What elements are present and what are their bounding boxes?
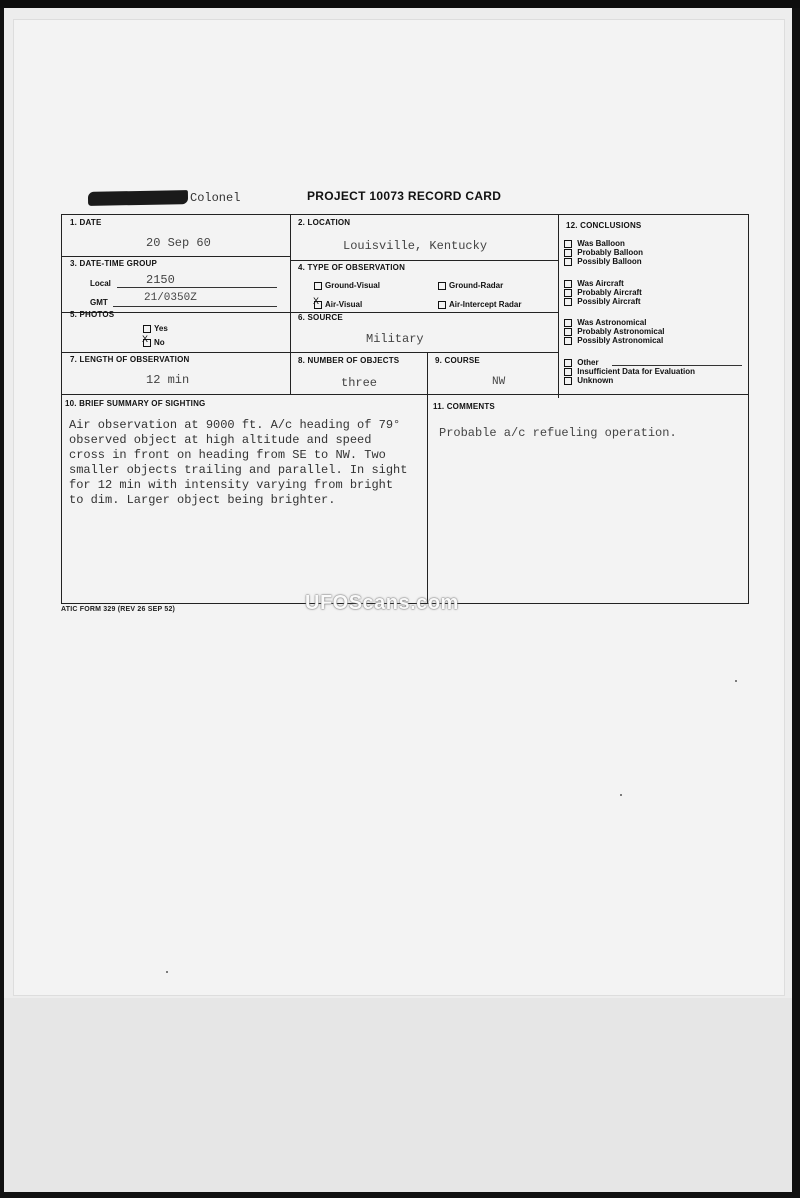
checkbox-icon	[564, 249, 572, 257]
conclusion-item	[564, 367, 695, 376]
photos-yes	[143, 324, 168, 333]
objects-label: 8. NUMBER OF OBJECTS	[298, 356, 400, 365]
scan-speck	[166, 971, 168, 973]
summary-line: observed object at high altitude and speed	[69, 433, 372, 447]
conclusion-text: Insufficient Data for Evaluation	[577, 367, 696, 376]
local-value: 2150	[146, 273, 175, 287]
divider	[61, 394, 749, 395]
type-air-visual-text: Air-Visual	[325, 300, 363, 309]
type-air-intercept	[438, 300, 521, 309]
conclusions-group-astronomical	[564, 318, 665, 345]
source-label: 6. SOURCE	[298, 313, 343, 322]
type-label: 4. TYPE OF OBSERVATION	[298, 263, 406, 272]
summary-line: cross in front on heading from SE to NW. Two	[69, 448, 386, 462]
checkbox-icon	[564, 377, 572, 385]
checkbox-icon	[564, 289, 572, 297]
summary-label: 10. BRIEF SUMMARY OF SIGHTING	[65, 399, 206, 408]
date-value: 20 Sep 60	[146, 236, 211, 250]
divider	[61, 352, 558, 353]
type-air-visual	[313, 296, 363, 309]
divider	[558, 214, 559, 398]
redaction-mark	[88, 190, 188, 206]
conclusion-text: Unknown	[577, 376, 614, 385]
scan-speck	[620, 794, 622, 796]
checkbox-icon	[564, 319, 572, 327]
course-label: 9. COURSE	[435, 356, 480, 365]
conclusion-item	[564, 327, 665, 336]
conclusion-text: Probably Balloon	[577, 248, 644, 257]
length-value: 12 min	[146, 373, 190, 387]
gmt-label: GMT	[90, 298, 108, 307]
dtg-label: 3. DATE-TIME GROUP	[70, 259, 158, 268]
conclusions-group-aircraft	[564, 279, 642, 306]
checkbox-icon	[564, 280, 572, 288]
conclusion-item	[564, 239, 643, 248]
scan-speck	[735, 680, 737, 682]
checkbox-icon	[314, 282, 322, 290]
divider	[61, 256, 290, 257]
conclusion-item	[564, 376, 695, 385]
local-underline	[117, 287, 277, 288]
conclusion-text: Was Astronomical	[577, 318, 647, 327]
conclusion-text: Was Aircraft	[577, 279, 624, 288]
conclusion-item	[564, 336, 665, 345]
conclusion-text: Was Balloon	[577, 239, 625, 248]
checkbox-icon	[564, 337, 572, 345]
checkbox-icon	[564, 359, 572, 367]
conclusion-text: Probably Astronomical	[577, 327, 665, 336]
date-label: 1. DATE	[70, 218, 102, 227]
conclusion-text: Possibly Aircraft	[577, 297, 641, 306]
divider	[290, 214, 291, 394]
location-label: 2. LOCATION	[298, 218, 351, 227]
length-label: 7. LENGTH OF OBSERVATION	[70, 355, 190, 364]
form-identifier: ATIC FORM 329 (REV 26 SEP 52)	[61, 606, 176, 613]
conclusions-label: 12. CONCLUSIONS	[566, 221, 642, 230]
conclusions-group-balloon	[564, 239, 643, 266]
conclusion-item	[564, 297, 642, 306]
checkbox-icon	[564, 258, 572, 266]
conclusion-item	[564, 279, 642, 288]
type-air-intercept-text: Air-Intercept Radar	[449, 300, 522, 309]
summary-text	[69, 418, 429, 508]
checkbox-icon	[564, 298, 572, 306]
checkbox-icon	[143, 325, 151, 333]
photos-label: 5. PHOTOS	[70, 310, 115, 319]
rank-text: Colonel	[190, 191, 241, 205]
watermark: UFOScans.com	[305, 592, 459, 614]
checkbox-checked-icon: X	[314, 301, 322, 309]
card-title: PROJECT 10073 RECORD CARD	[307, 189, 502, 203]
location-value: Louisville, Kentucky	[343, 239, 488, 253]
conclusion-text: Possibly Balloon	[577, 257, 642, 266]
type-ground-visual-text: Ground-Visual	[325, 281, 380, 290]
scan-top-border	[0, 0, 800, 8]
type-ground-visual	[314, 281, 380, 290]
summary-line: to dim. Larger object being brighter.	[69, 493, 336, 507]
type-ground-radar	[438, 281, 503, 290]
other-underline	[612, 365, 742, 366]
checkbox-checked-icon: X	[143, 339, 151, 347]
photos-yes-text: Yes	[154, 324, 168, 333]
course-value: NW	[492, 376, 506, 388]
local-label: Local	[90, 279, 111, 288]
checkbox-icon	[438, 282, 446, 290]
gmt-value: 21/0350Z	[144, 292, 197, 304]
source-value: Military	[366, 332, 424, 346]
summary-line: smaller objects trailing and parallel. In sight	[69, 463, 408, 477]
summary-line: Air observation at 9000 ft. A/c heading of 79°	[69, 418, 401, 432]
checkbox-icon	[564, 240, 572, 248]
gmt-underline	[113, 306, 277, 307]
photos-no-text: No	[154, 338, 165, 347]
summary-line: for 12 min with intensity varying from bright	[69, 478, 394, 492]
conclusion-item	[564, 257, 643, 266]
conclusions-group-other	[564, 358, 695, 385]
photos-no	[142, 334, 165, 347]
conclusion-text: Other	[577, 358, 599, 367]
comments-value: Probable a/c refueling operation.	[439, 426, 677, 440]
conclusion-item	[564, 288, 642, 297]
conclusion-text: Probably Aircraft	[577, 288, 642, 297]
conclusion-text: Possibly Astronomical	[577, 336, 664, 345]
checkbox-icon	[564, 328, 572, 336]
checkbox-icon	[564, 368, 572, 376]
objects-value: three	[341, 376, 378, 390]
scan-lower-area	[4, 998, 792, 1192]
type-ground-radar-text: Ground-Radar	[449, 281, 504, 290]
divider	[290, 260, 558, 261]
conclusion-item	[564, 248, 643, 257]
conclusion-item	[564, 318, 665, 327]
comments-label: 11. COMMENTS	[433, 402, 495, 411]
checkbox-icon	[438, 301, 446, 309]
